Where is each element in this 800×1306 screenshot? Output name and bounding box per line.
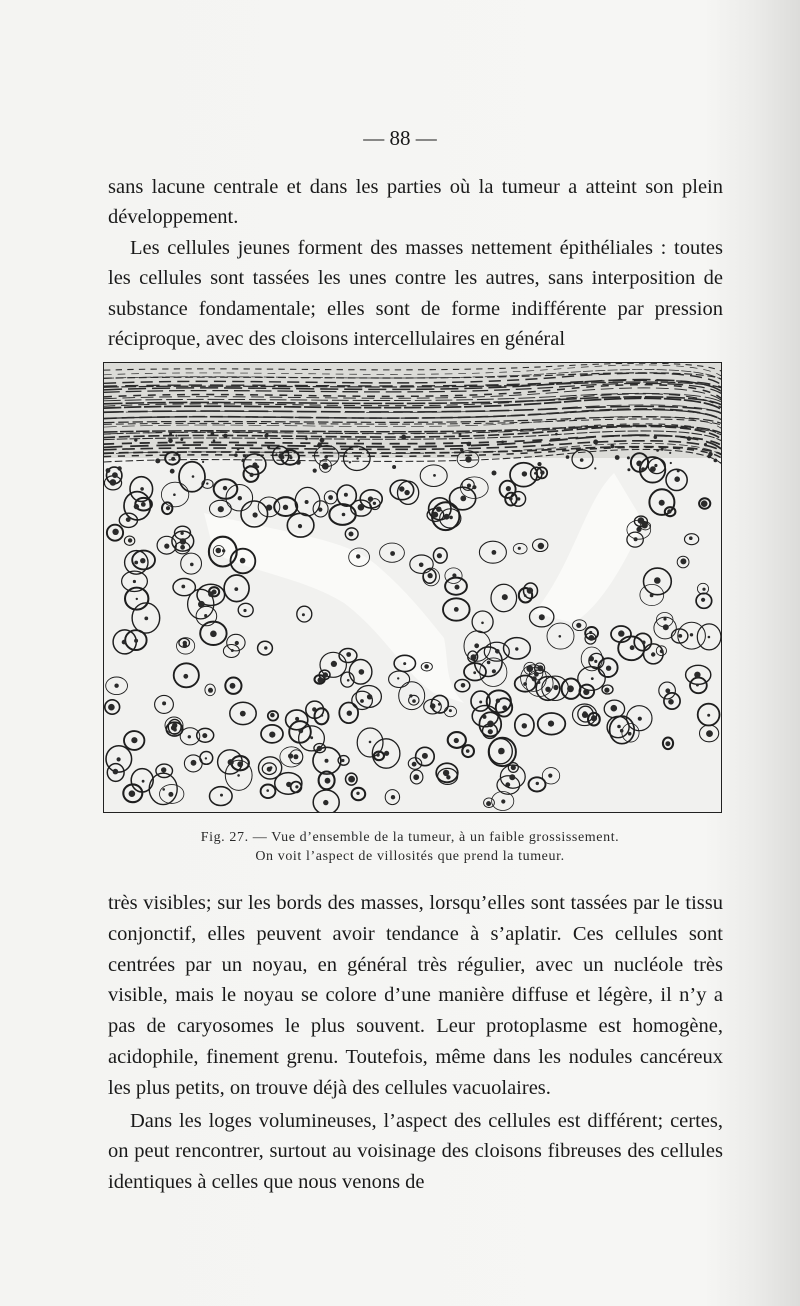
caption-line-2: On voit l’aspect de villosités que prend la tumeur. — [255, 849, 565, 864]
paragraph-large-lodges: Dans les loges volumineuses, l’aspect des cellules est différent; certes, on peut rencontrer, surtout au voisinage des cloisons fibreuses des cellules identiques à celles que nous venons de — [108, 1109, 723, 1194]
text-block-bottom — [108, 888, 723, 1198]
paragraph-cell-description: très visibles; sur les bords des masses, lorsqu’elles sont tassées par le tissu conjonctif, elles peuvent avoir tendance à s’aplatir. Ces cellules sont centrées par un noyau, en général très régulier, avec un nucléole très visible, mais le noyau se colore d’une manière diffuse et légère, il n’y a pas de caryosomes le plus souvent. Leur protoplasme est homogène, acidophile, finement grenu. Toutefois, même dans les nodules cancéreux les plus petits, on trouve déjà des cellules vacuolaires. — [108, 892, 723, 1099]
caption-line-1: Fig. 27. — Vue d’ensemble de la tumeur, à un faible grossissement. — [200, 830, 620, 845]
histology-drawing — [104, 363, 721, 812]
page-number: — 88 — — [363, 126, 437, 150]
figure-illustration — [103, 362, 722, 813]
text-block-top — [108, 172, 723, 354]
figure-caption — [110, 828, 710, 866]
paragraph-cells-young: Les cellules jeunes forment des masses nettement épithéliales : toutes les cellules sont tassées les unes contre les autres, sans interposition de substance fondamentale; elles sont de forme indifférente par pression réciproque, avec des cloisons intercellulaires en général — [108, 236, 723, 351]
paragraph-continuation: sans lacune centrale et dans les parties où la tumeur a atteint son plein développement. — [108, 176, 723, 229]
